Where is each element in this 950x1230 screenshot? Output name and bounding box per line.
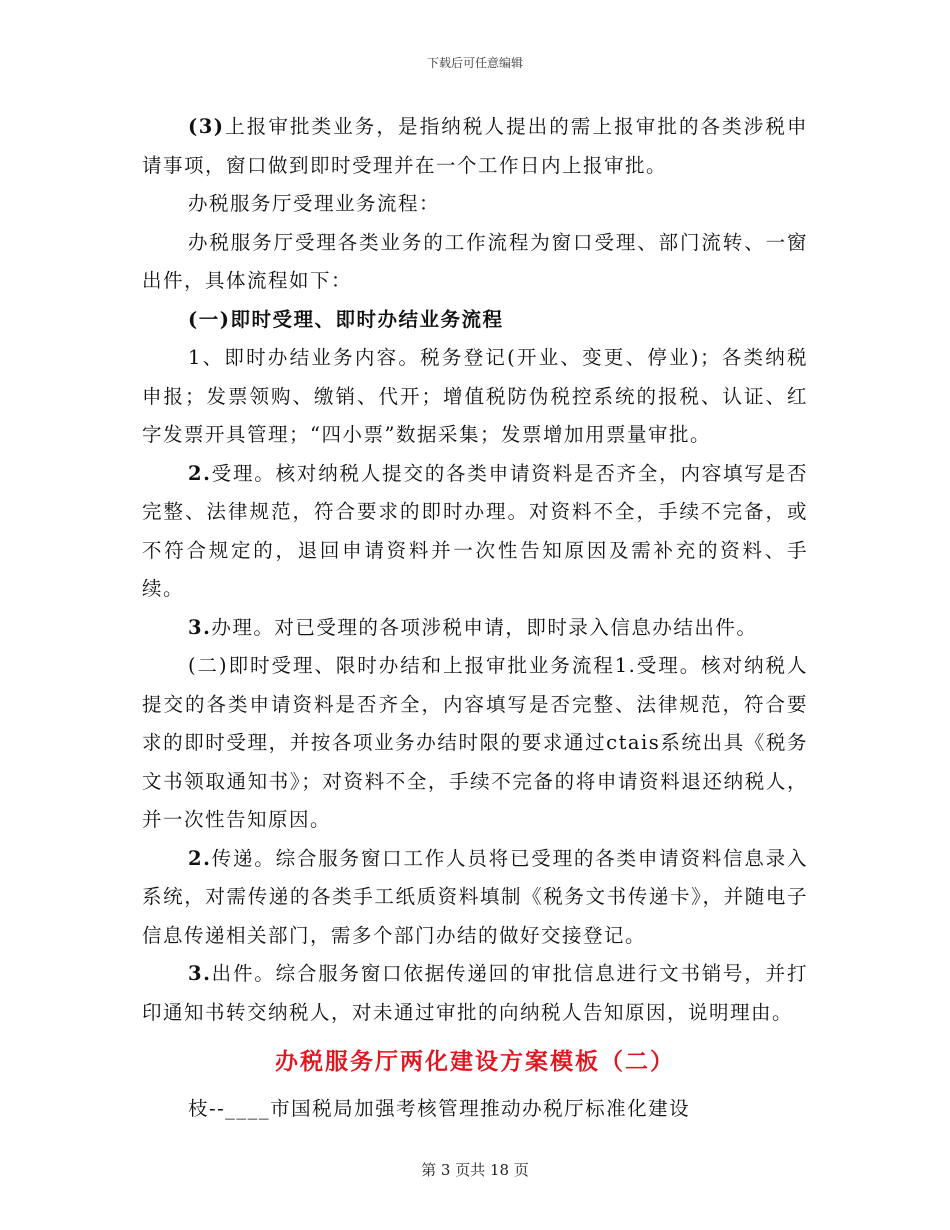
paragraph-process-overview	[142, 224, 808, 301]
section-heading-immediate	[142, 301, 808, 340]
page-footer: 第 3 页共 18 页	[421, 1161, 529, 1179]
document-body	[142, 108, 808, 1129]
section-title: 办税服务厅两化建设方案模板（二）	[275, 1048, 675, 1075]
item-number: 2.	[188, 461, 212, 485]
paragraph-text: 办理。对已受理的各项涉税申请，即时录入信息办结出件。	[211, 615, 758, 639]
item-number: 3.	[188, 615, 212, 639]
paragraph-text: (一)即时受理、即时办结业务流程	[188, 307, 504, 331]
paragraph-text: (二)即时受理、限时办结和上报审批业务流程1.受理。核对纳税人提交的各类申请资料是否齐全，内容填写是否完整、法律规范，符合要求的即时受理，并按各项业务办结时限的要求通过ctais系统出具《税务文书领取通知书》；对资料不全，手续不完备的将申请资料退还纳税人，并一次性告知原因。	[142, 654, 808, 831]
paragraph-text: 上报审批类业务，是指纳税人提出的需上报审批的各类涉税申请事项，窗口做到即时受理并在一个工作日内上报审批。	[142, 115, 808, 177]
item-number: 2.	[188, 846, 212, 870]
paragraph-text: 传递。综合服务窗口工作人员将已受理的各类申请资料信息录入系统，对需传递的各类手工纸质资料填制《税务文书传递卡》，并随电子信息传递相关部门，需多个部门办结的做好交接登记。	[142, 846, 808, 947]
paragraph-acceptance	[142, 455, 808, 609]
paragraph-text: 办税服务厅受理业务流程：	[188, 192, 441, 215]
paragraph-text: 办税服务厅受理各类业务的工作流程为窗口受理、部门流转、一窗出件，具体流程如下：	[142, 230, 808, 292]
item-number: 3.	[188, 962, 212, 985]
paragraph-handling	[142, 609, 808, 648]
paragraph-text: 1、即时办结业务内容。税务登记(开业、变更、停业)；各类纳税申报；发票领购、缴销、代开；增值税防伪税控系统的报税、认证、红字发票开具管理；“四小票”数据采集；发票增加用票量审批。	[142, 346, 808, 446]
paragraph-text: 出件。综合服务窗口依据传递回的审批信息进行文书销号，并打印通知书转交纳税人，对未通过审批的向纳税人告知原因，说明理由。	[142, 962, 808, 1024]
item-number: (3)	[188, 115, 225, 138]
paragraph-text: 枝--____市国税局加强考核管理推动办税厅标准化建设	[188, 1097, 691, 1120]
paragraph-report-approval	[142, 108, 808, 185]
paragraph-text: 受理。核对纳税人提交的各类申请资料是否齐全，内容填写是否完整、法律规范，符合要求的即时办理。对资料不全，手续不完备，或不符合规定的，退回申请资料并一次性告知原因及需补充的资料、手续。	[142, 461, 808, 600]
paragraph-process-heading	[142, 185, 808, 224]
paragraph-issuance	[142, 955, 808, 1032]
paragraph-business-content	[142, 339, 808, 455]
paragraph-limited-time-process	[142, 647, 808, 840]
paragraph-transfer	[142, 840, 808, 956]
subtitle-line	[142, 1090, 808, 1129]
page-header: 下载后可任意编辑	[426, 56, 523, 70]
